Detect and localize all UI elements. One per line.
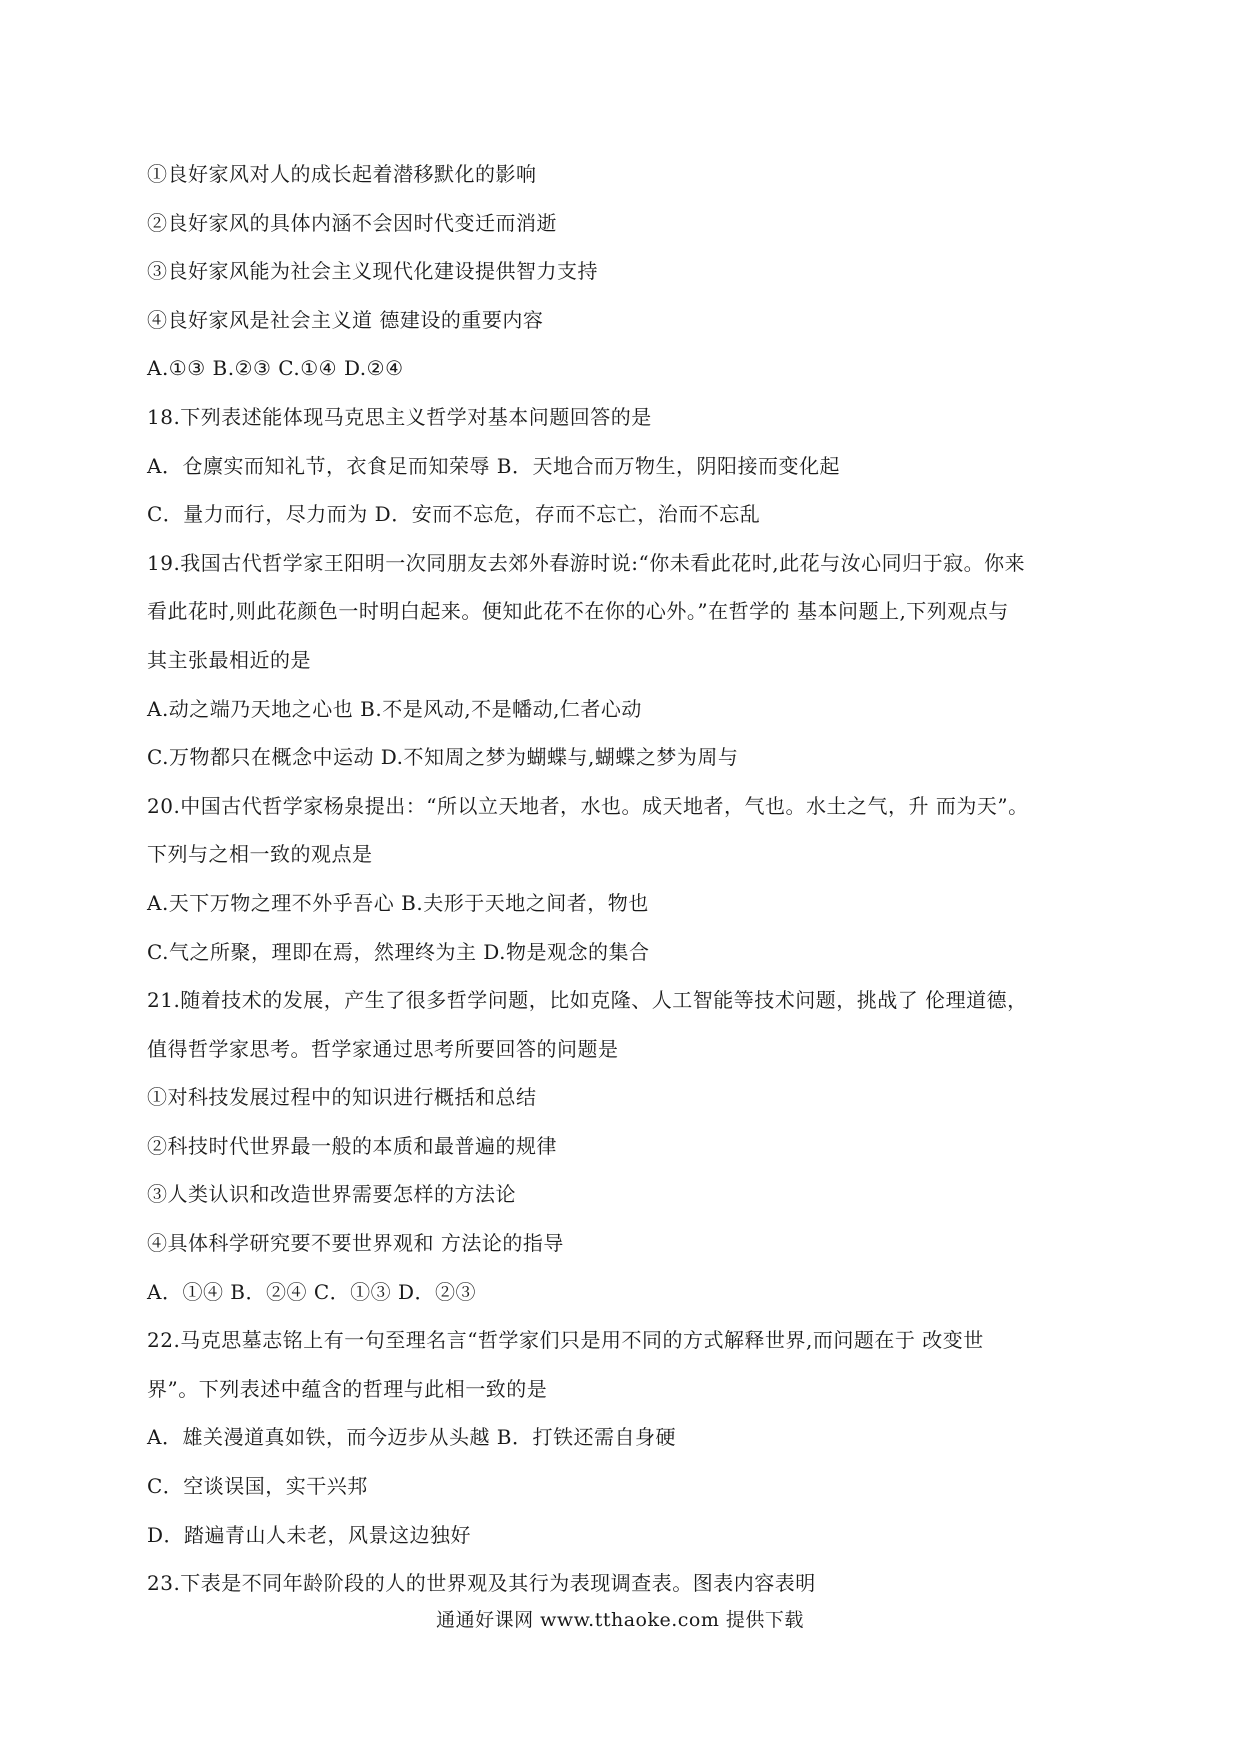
text-line: C.万物都只在概念中运动 D.不知周之梦为蝴蝶与,蝴蝶之梦为周与: [147, 745, 739, 770]
page-footer: 通通好课网 www.tthaoke.com 提供下载: [436, 1609, 804, 1631]
text-line: ③良好家风能为社会主义现代化建设提供智力支持: [147, 259, 598, 284]
text-line: ③人类认识和改造世界需要怎样的方法论: [147, 1182, 516, 1207]
text-line: ①对科技发展过程中的知识进行概括和总结: [147, 1085, 537, 1110]
text-line: C.气之所聚，理即在焉，然理终为主 D.物是观念的集合: [147, 939, 650, 964]
question-21-stem: 21.随着技术的发展，产生了很多哲学问题，比如克隆、人工智能等技术问题，挑战了 伦理道德，: [147, 988, 1028, 1013]
text-line: 值得哲学家思考。哲学家通过思考所要回答的问题是: [147, 1036, 619, 1061]
text-line: 看此花时,则此花颜色一时明白起来。便知此花不在你的心外。”在哲学的 基本问题上,下列观点与: [147, 599, 1009, 624]
text-line: A.动之端乃天地之心也 B.不是风动,不是幡动,仁者心动: [147, 696, 642, 721]
question-22-stem: 22.马克思墓志铭上有一句至理名言“哲学家们只是用不同的方式解释世界,而问题在于 改变世: [147, 1328, 984, 1353]
text-line: C．空谈误国，实干兴邦: [147, 1474, 368, 1499]
question-23-stem: 23.下表是不同年龄阶段的人的世界观及其行为表现调查表。图表内容表明: [147, 1571, 816, 1596]
text-line: ④具体科学研究要不要世界观和 方法论的指导: [147, 1231, 564, 1256]
text-line: 界”。下列表述中蕴含的哲理与此相一致的是: [147, 1376, 548, 1401]
text-line: A．雄关漫道真如铁，而今迈步从头越 B．打铁还需自身硬: [147, 1425, 676, 1450]
question-20-stem: 20.中国古代哲学家杨泉提出：“所以立天地者，水也。成天地者，气也。水土之气，升 而为天”。: [147, 793, 1029, 818]
text-line: C．量力而行，尽力而为 D．安而不忘危，存而不忘亡，治而不忘乱: [147, 502, 761, 527]
question-19-stem: 19.我国古代哲学家王阳明一次同朋友去郊外春游时说:“你未看此花时,此花与汝心同归于寂。你来: [147, 550, 1026, 575]
text-line: D．踏遍青山人未老，风景这边独好: [147, 1522, 472, 1547]
answer-options-17: A.①③ B.②③ C.①④ D.②④: [147, 356, 404, 381]
question-18-stem: 18.下列表述能体现马克思主义哲学对基本问题回答的是: [147, 404, 652, 429]
text-line: ①良好家风对人的成长起着潜移默化的影响: [147, 162, 537, 186]
text-line: A.天下万物之理不外乎吾心 B.夫形于天地之间者，物也: [147, 890, 649, 915]
text-line: ②科技时代世界最一般的本质和最普遍的规律: [147, 1133, 557, 1158]
text-line: 下列与之相一致的观点是: [147, 842, 373, 867]
text-line: A．仓廪实而知礼节，衣食足而知荣辱 B．天地合而万物生，阴阳接而变化起: [147, 453, 840, 478]
text-line: ④良好家风是社会主义道 德建设的重要内容: [147, 307, 544, 332]
answer-options-21: A．①④ B．②④ C．①③ D．②③: [147, 1279, 477, 1304]
question-text-body: [147, 150, 1107, 1608]
text-line: ②良好家风的具体内涵不会因时代变迁而消逝: [147, 210, 557, 235]
text-line: 其主张最相近的是: [147, 647, 311, 672]
